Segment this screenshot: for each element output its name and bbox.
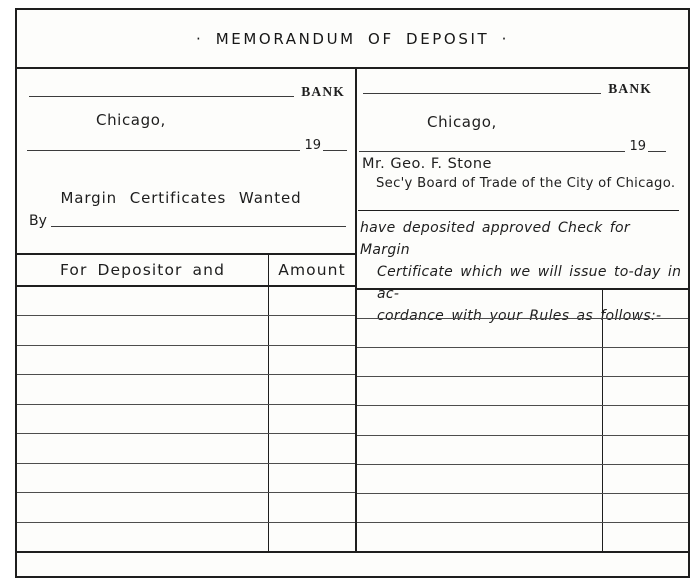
table-row xyxy=(17,493,355,522)
table-row xyxy=(357,494,688,523)
memo-body-line: Certificate which we will issue to-day in ac- xyxy=(377,264,682,302)
table-row xyxy=(17,316,355,345)
amount-cell xyxy=(268,434,355,462)
depositor-cell xyxy=(17,434,268,462)
table-row xyxy=(357,465,688,494)
detail-cell xyxy=(357,377,602,405)
amount-cell xyxy=(602,523,688,551)
detail-cell xyxy=(357,319,602,347)
date-blank-line xyxy=(27,150,300,151)
amount-cell xyxy=(602,319,688,347)
column-header-depositor: For Depositor and xyxy=(59,261,226,279)
detail-cell xyxy=(357,348,602,376)
table-row xyxy=(17,405,355,434)
table-row xyxy=(357,406,688,435)
bank-name-row xyxy=(29,81,345,97)
bank-name-blank-line xyxy=(363,93,601,94)
depositor-cell xyxy=(17,523,268,551)
table-row xyxy=(357,436,688,465)
detail-cell xyxy=(357,494,602,522)
table-row xyxy=(357,319,688,348)
amount-cell xyxy=(268,287,355,315)
bank-label: BANK xyxy=(301,84,345,99)
detail-cell xyxy=(357,290,602,318)
table-row xyxy=(357,290,688,319)
form-body xyxy=(17,69,688,551)
memorandum-of-deposit-form xyxy=(15,8,690,578)
bank-name-blank-line xyxy=(29,96,294,97)
year-blank-line xyxy=(323,150,347,151)
amount-cell xyxy=(268,405,355,433)
left-stub-panel xyxy=(17,69,355,551)
depositor-cell xyxy=(17,316,268,344)
bank-label: BANK xyxy=(608,81,652,96)
amount-cell xyxy=(268,464,355,492)
detail-cell xyxy=(357,436,602,464)
footer-strip xyxy=(17,553,688,576)
table-row xyxy=(357,523,688,551)
amount-cell xyxy=(602,377,688,405)
addressee-name: Mr. Geo. F. Stone xyxy=(362,156,492,172)
memo-separator-line xyxy=(358,210,679,211)
table-row xyxy=(17,346,355,375)
table-row xyxy=(17,434,355,463)
date-blank-line xyxy=(359,151,625,152)
bank-name-row xyxy=(363,78,652,94)
year-blank-line xyxy=(648,151,666,152)
depositor-table xyxy=(17,253,355,551)
amount-cell xyxy=(268,523,355,551)
amount-cell xyxy=(268,375,355,403)
by-row xyxy=(29,212,346,227)
city-label: Chicago, xyxy=(96,111,166,129)
depositor-table-rows xyxy=(17,287,355,551)
depositor-cell xyxy=(17,464,268,492)
deposit-detail-rows xyxy=(357,290,688,551)
amount-cell xyxy=(602,290,688,318)
amount-cell xyxy=(602,348,688,376)
amount-cell xyxy=(268,493,355,521)
amount-cell xyxy=(602,465,688,493)
table-row xyxy=(17,375,355,404)
depositor-table-header xyxy=(17,255,355,285)
memo-body-line: have deposited approved Check for Margin xyxy=(360,220,630,258)
city-label: Chicago, xyxy=(427,113,497,131)
depositor-cell xyxy=(17,346,268,374)
addressee-title: Sec'y Board of Trade of the City of Chicago. xyxy=(376,176,676,191)
deposit-detail-table xyxy=(357,288,688,551)
form-title: · MEMORANDUM OF DEPOSIT · xyxy=(196,29,509,48)
amount-cell xyxy=(268,316,355,344)
table-row xyxy=(357,377,688,406)
detail-cell xyxy=(357,465,602,493)
date-row xyxy=(359,138,666,152)
detail-cell xyxy=(357,523,602,551)
table-row xyxy=(17,464,355,493)
memo-body-line: cordance with your Rules as follows:- xyxy=(377,308,662,324)
column-header-amount: Amount xyxy=(268,255,355,285)
right-memo-panel xyxy=(357,69,688,551)
amount-cell xyxy=(602,436,688,464)
stub-heading: Margin Certificates Wanted xyxy=(60,189,302,207)
year-prefix: 19 xyxy=(304,138,321,153)
detail-cell xyxy=(357,406,602,434)
date-row xyxy=(27,137,347,151)
table-row xyxy=(17,523,355,551)
depositor-cell xyxy=(17,405,268,433)
depositor-cell xyxy=(17,287,268,315)
table-row xyxy=(357,348,688,377)
amount-cell xyxy=(602,406,688,434)
table-row xyxy=(17,287,355,316)
title-band xyxy=(17,10,688,67)
by-label: By xyxy=(29,213,47,229)
depositor-cell xyxy=(17,375,268,403)
amount-cell xyxy=(268,346,355,374)
amount-cell xyxy=(602,494,688,522)
by-blank-line xyxy=(51,226,346,227)
year-prefix: 19 xyxy=(629,139,646,154)
depositor-cell xyxy=(17,493,268,521)
